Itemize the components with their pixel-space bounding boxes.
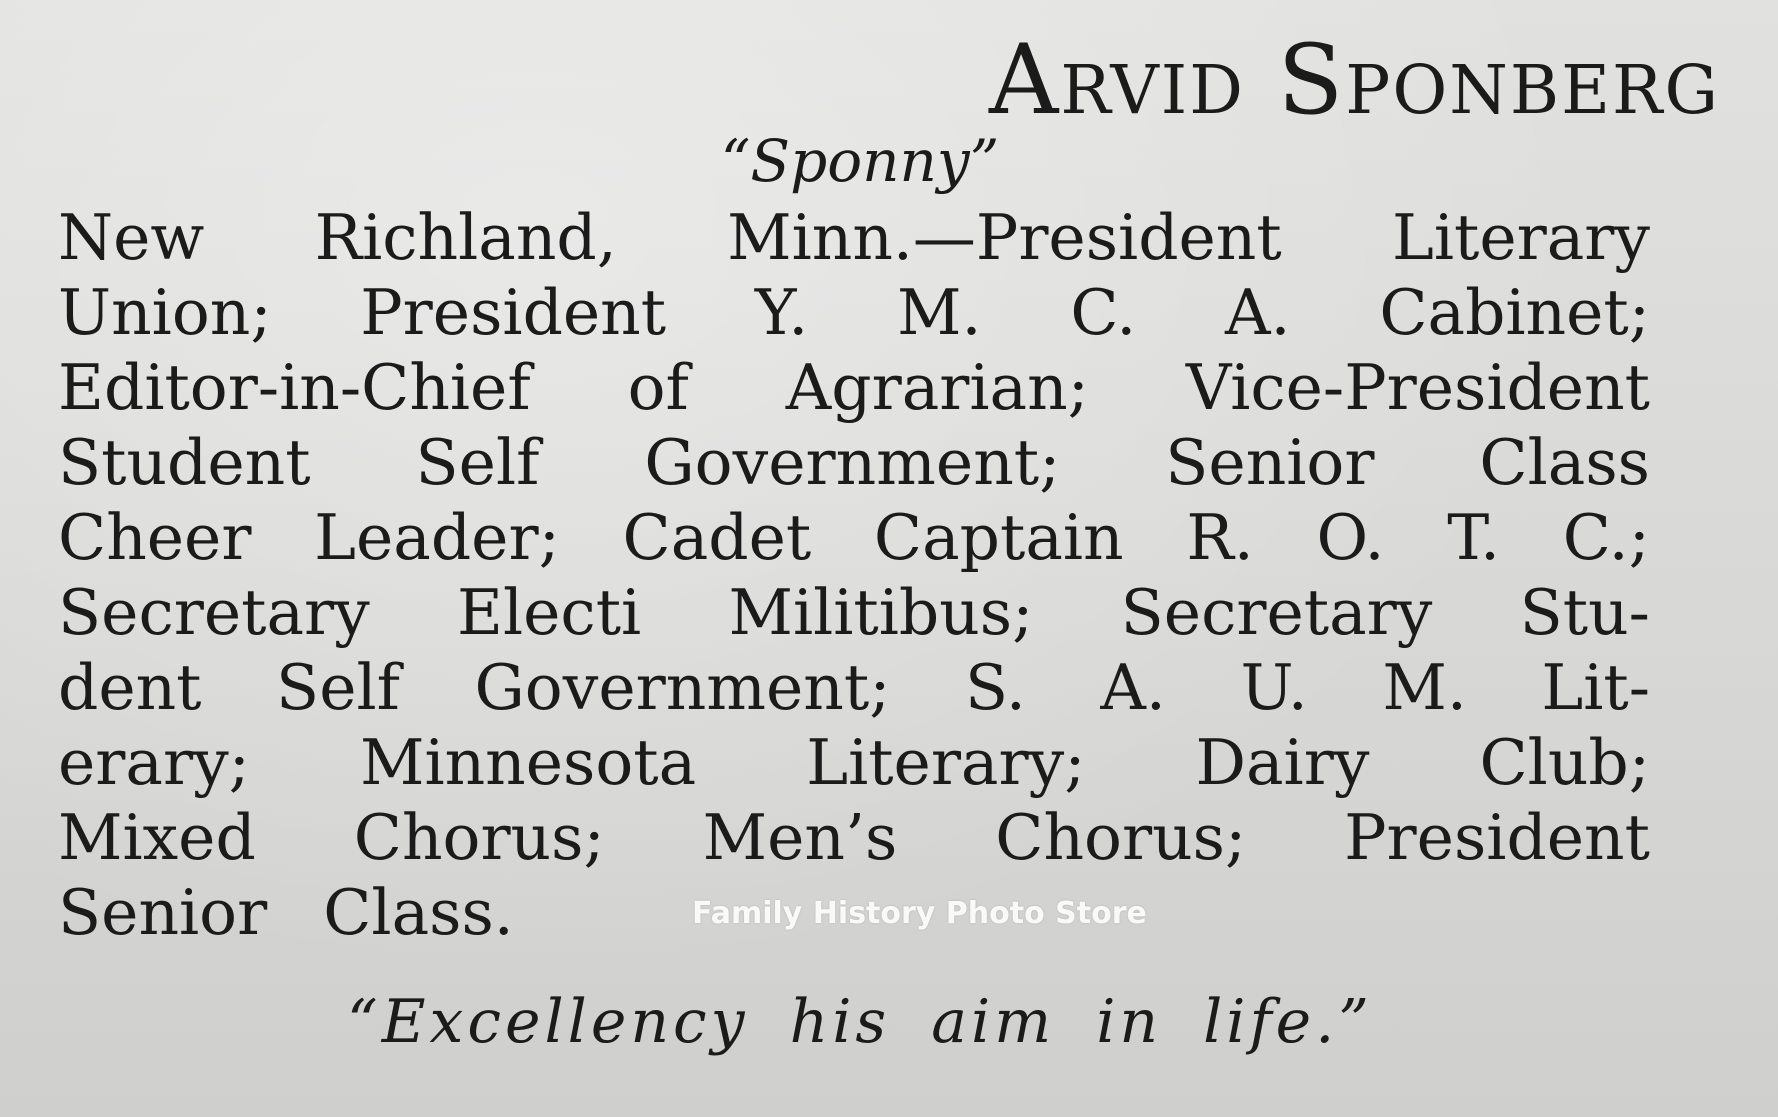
biography-word: Union; — [58, 276, 272, 349]
biography-word: Government; — [474, 651, 891, 724]
biography-word: Self — [415, 426, 540, 499]
biography-text — [58, 200, 1650, 950]
biography-word: Leader; — [314, 501, 560, 574]
biography-word: New — [58, 201, 205, 274]
biography-word: Secretary — [58, 576, 370, 649]
biography-word: Cheer — [58, 501, 252, 574]
biography-word: Vice-President — [1185, 351, 1650, 424]
biography-word: Dairy — [1195, 726, 1370, 799]
biography-line — [58, 500, 1650, 575]
biography-line — [58, 350, 1650, 425]
biography-word: Agrarian; — [785, 351, 1089, 424]
biography-word: T. — [1447, 501, 1500, 574]
biography-word: U. — [1240, 651, 1308, 724]
biography-word: President — [1344, 801, 1650, 874]
biography-word: Stu- — [1519, 576, 1650, 649]
biography-word: Senior — [58, 876, 268, 949]
biography-word: Cadet — [622, 501, 812, 574]
biography-word: dent — [58, 651, 202, 724]
biography-word: Cabinet; — [1379, 276, 1650, 349]
biography-word: Militibus; — [728, 576, 1034, 649]
biography-word: Richland, — [314, 201, 617, 274]
biography-word: Lit- — [1541, 651, 1650, 724]
motto-quote: “Excellency his aim in life.” — [347, 987, 1373, 1057]
biography-word: C. — [1070, 276, 1137, 349]
biography-line — [58, 650, 1650, 725]
biography-word: Electi — [457, 576, 642, 649]
biography-word: Minnesota — [359, 726, 697, 799]
biography-word: Class. — [323, 876, 514, 949]
biography-word: Secretary — [1120, 576, 1433, 649]
biography-word: Chorus; — [353, 801, 605, 874]
biography-word: Men’s — [702, 801, 898, 874]
biography-word: Government; — [644, 426, 1061, 499]
biography-word: A. — [1225, 276, 1291, 349]
biography-line — [58, 725, 1650, 800]
biography-word: M. — [897, 276, 982, 349]
biography-word: President — [360, 276, 667, 349]
biography-word: R. — [1186, 501, 1254, 574]
biography-word: Editor-in-Chief — [58, 351, 531, 424]
biography-word: C.; — [1562, 501, 1650, 574]
biography-word: Club; — [1479, 726, 1650, 799]
watermark-text: Family History Photo Store — [692, 896, 1147, 931]
biography-line — [58, 800, 1650, 875]
biography-word: Minn.—President — [727, 201, 1282, 274]
biography-word: Self — [276, 651, 400, 724]
biography-word: of — [627, 351, 689, 424]
biography-word: Literary; — [806, 726, 1086, 799]
biography-word: Literary — [1392, 201, 1650, 274]
biography-word: Class — [1479, 426, 1650, 499]
biography-word: Y. — [754, 276, 809, 349]
biography-line — [58, 575, 1650, 650]
biography-word: Student — [58, 426, 311, 499]
biography-word: S. — [964, 651, 1026, 724]
biography-word: erary; — [58, 726, 250, 799]
biography-word: O. — [1316, 501, 1385, 574]
biography-word: Mixed — [58, 801, 256, 874]
biography-line — [58, 425, 1650, 500]
biography-word: Senior — [1165, 426, 1375, 499]
biography-word: Chorus; — [995, 801, 1247, 874]
biography-line — [58, 200, 1650, 275]
student-nickname: “Sponny” — [720, 127, 1000, 195]
biography-line — [58, 275, 1650, 350]
biography-word: A. — [1100, 651, 1166, 724]
biography-word: Captain — [873, 501, 1124, 574]
biography-word: M. — [1382, 651, 1467, 724]
student-name: Arvid Sponberg — [989, 24, 1720, 136]
